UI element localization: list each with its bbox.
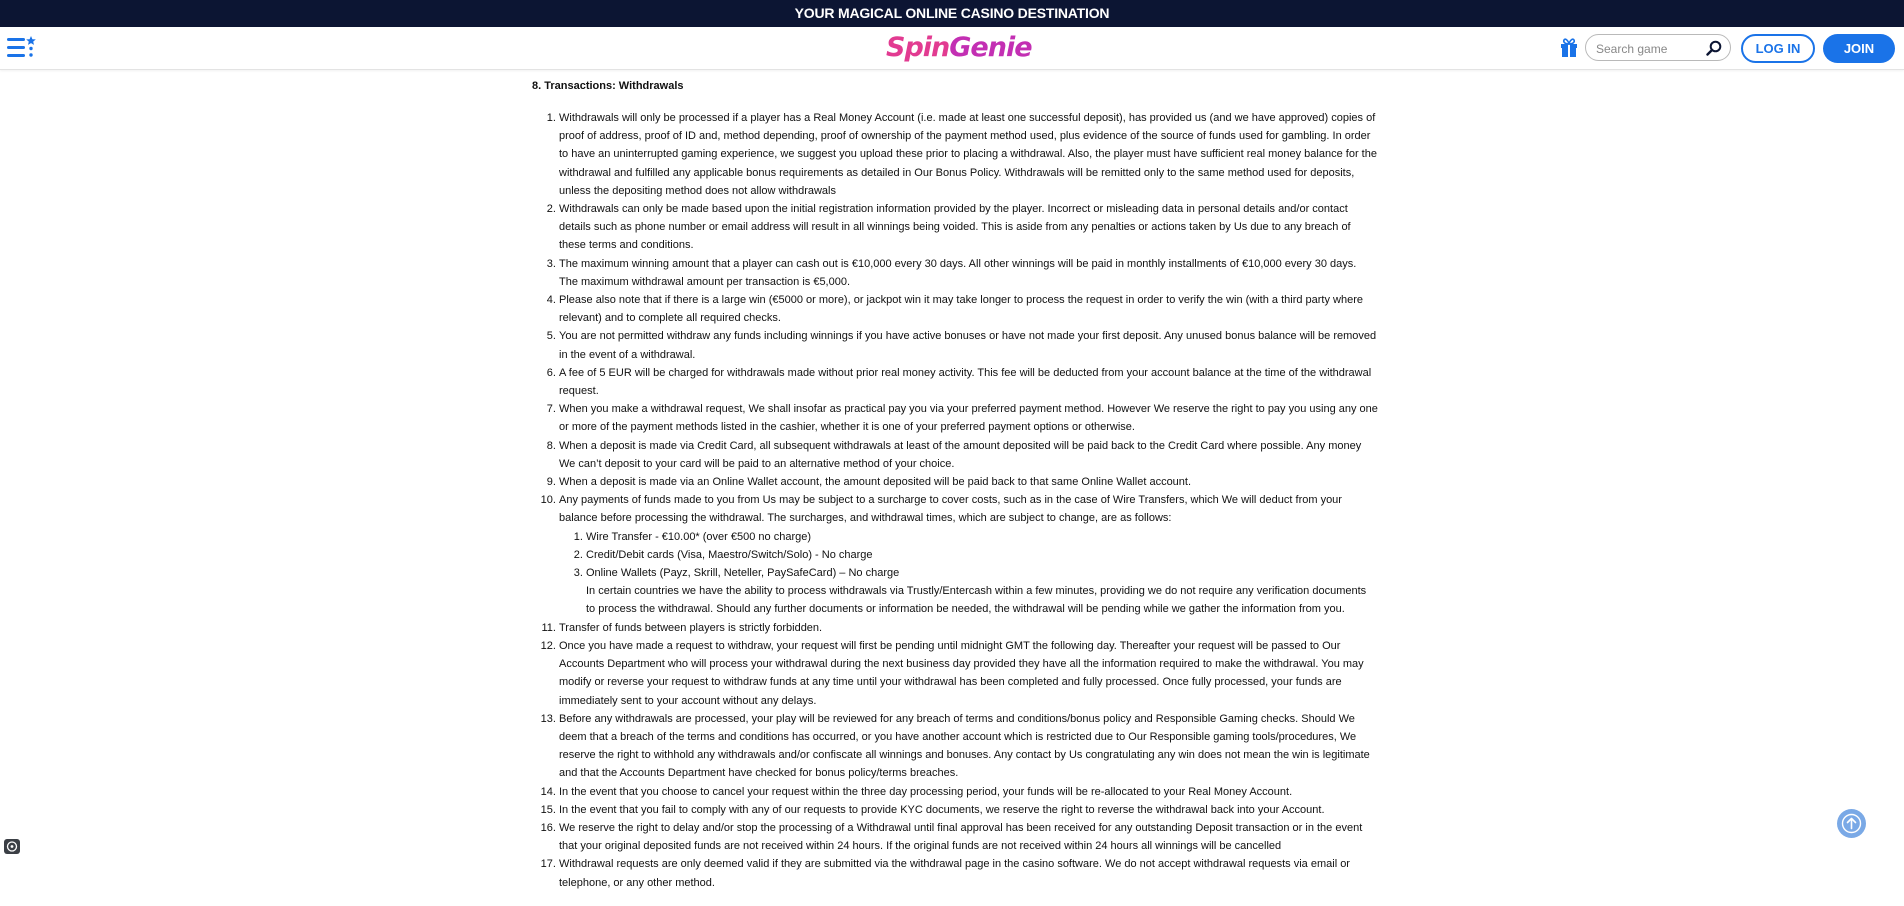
surcharge-note: In certain countries we have the ability to process withdrawals via Trustly/Entercash within a few minutes, providing we do not require any verification documents to process the withdrawal. Should any further documents or information be needed, the withdrawal will be pending while we gather the information from you. xyxy=(586,585,1367,616)
sub-list-item: 1. Wire Transfer - €10.00* (over €500 no charge) xyxy=(586,528,1378,546)
list-item: 2. Withdrawals can only be made based upon the initial registration information provided by the player. Incorrect or misleading data in personal details and/or contact details such as phone number or email address will result in all winnings being voided. This is aside from any penalties or actions taken by Us due to any breach of these terms and conditions. xyxy=(559,200,1378,255)
site-header xyxy=(0,27,1904,70)
list-item: 11. Transfer of funds between players is strictly forbidden. xyxy=(559,619,1378,637)
list-item-surcharges xyxy=(559,491,1378,618)
login-button[interactable]: LOG IN xyxy=(1741,34,1815,63)
list-item: 9. When a deposit is made via an Online Wallet account, the amount deposited will be paid back to that same Online Wallet account. xyxy=(559,473,1378,491)
list-item: 8. When a deposit is made via Credit Card, all subsequent withdrawals at least of the amount deposited will be paid back to the Credit Card where possible. Any money We can’t deposit to your card will be paid to an alternative method of your choice. xyxy=(559,437,1378,473)
list-item-text: Any payments of funds made to you from Us may be subject to a surcharge to cover costs, such as in the case of Wire Transfers, which We will deduct from your balance before processing the withdrawal. The surcharges, and withdrawal times, which are subject to change, are as follows: xyxy=(559,494,1342,525)
list-item: 5. You are not permitted withdraw any funds including winnings if you have active bonuses or have not made your first deposit. Any unused bonus balance will be removed in the event of a withdrawal. xyxy=(559,327,1378,363)
list-item: 15. In the event that you fail to comply with any of our requests to provide KYC documents, we reserve the right to reverse the withdrawal back into your Account. xyxy=(559,801,1378,819)
join-button[interactable]: JOIN xyxy=(1823,34,1895,63)
list-item: 16. We reserve the right to delay and/or stop the processing of a Withdrawal until final approval has been received for any outstanding Deposit transaction or in the event that your original deposited funds are not received within 24 hours. If the original funds are not received within 24 hours all winnings will be cancelled xyxy=(559,819,1378,855)
search-box xyxy=(1585,34,1731,61)
list-item: 17. Withdrawal requests are only deemed valid if they are submitted via the withdrawal page in the casino software. We do not accept withdrawal requests via email or telephone, or any other method. xyxy=(559,855,1378,891)
list-item: 13. Before any withdrawals are processed, your play will be reviewed for any breach of terms and conditions/bonus policy and Responsible Gaming checks. Should We deem that a breach of the terms and conditions has occurred, or you have another account which is restricted due to Our Responsible gaming tools/procedures, We reserve the right to withhold any withdrawals and/or confiscate all winnings and bonuses. Any contact by Us congratulating any win does not mean the win is legitimate and that the Accounts Department have checked for bonus policy/terms breaches. xyxy=(559,710,1378,783)
arrow-up-icon xyxy=(1837,809,1866,838)
spingenie-logo[interactable] xyxy=(886,32,1032,64)
terms-content xyxy=(532,76,1378,892)
list-item: 7. When you make a withdrawal request, We shall insofar as practical pay you via your preferred payment method. However We reserve the right to pay you using any one or more of the payment methods listed in the cashier, whether it is one of your preferred payment options or otherwise. xyxy=(559,400,1378,436)
gift-icon[interactable] xyxy=(1558,36,1580,58)
scroll-to-top-button[interactable] xyxy=(1837,809,1866,838)
list-item: 12. Once you have made a request to withdraw, your request will first be pending until midnight GMT the following day. Thereafter your request will be passed to Our Accounts Department who will process your withdrawal during the next business day provided they have all the information required to make the withdrawal. You may modify or reverse your request to withdraw funds at any time until your withdrawal has been completed and fully processed. Once fully processed, your funds are immediately sent to your account without any delays. xyxy=(559,637,1378,710)
list-item: 3. The maximum winning amount that a player can cash out is €10,000 every 30 days. All other winnings will be paid in monthly installments of €10,000 every 30 days. The maximum withdrawal amount per transaction is €5,000. xyxy=(559,255,1378,291)
list-item: 4. Please also note that if there is a large win (€5000 or more), or jackpot win it may take longer to process the request in order to verify the win (with a third party where relevant) and to complete all required checks. xyxy=(559,291,1378,327)
list-item: 1. Withdrawals will only be processed if a player has a Real Money Account (i.e. made at least one successful deposit), has provided us (and we have approved) copies of proof of address, proof of ID and, method depending, proof of ownership of the payment method used, plus evidence of the source of funds used for gambling. In order to have an uninterrupted gaming experience, we suggest you upload these prior to placing a withdrawal. Also, the player must have sufficient real money balance for the withdrawal and fulfilled any applicable bonus requirements as detailed in Our Bonus Policy. Withdrawals will be remitted only to the same method used for deposits, unless the depositing method does not allow withdrawals xyxy=(559,109,1378,200)
sub-list-item: 2. Credit/Debit cards (Visa, Maestro/Switch/Solo) - No charge xyxy=(586,546,1378,564)
surcharge-list xyxy=(559,528,1378,583)
list-item: 6. A fee of 5 EUR will be charged for withdrawals made without prior real money activity. This fee will be deducted from your account balance at the time of the withdrawal request. xyxy=(559,364,1378,400)
search-icon[interactable] xyxy=(1706,40,1722,56)
promo-banner: YOUR MAGICAL ONLINE CASINO DESTINATION xyxy=(0,0,1904,27)
section-title: 8. Transactions: Withdrawals xyxy=(532,80,684,92)
search-input[interactable] xyxy=(1594,38,1706,59)
menu-icon[interactable] xyxy=(6,35,36,61)
list-item: 14. In the event that you choose to cancel your request within the three day processing period, your funds will be re-allocated to your Real Money Account. xyxy=(559,783,1378,801)
logo-genie: Genie xyxy=(949,32,1032,63)
withdrawal-terms-list xyxy=(532,109,1378,892)
cookie-settings-icon[interactable] xyxy=(4,839,20,854)
sub-list-item: 3. Online Wallets (Payz, Skrill, Neteller, PaySafeCard) – No charge xyxy=(586,564,1378,582)
logo-spin: Spin xyxy=(886,32,950,63)
